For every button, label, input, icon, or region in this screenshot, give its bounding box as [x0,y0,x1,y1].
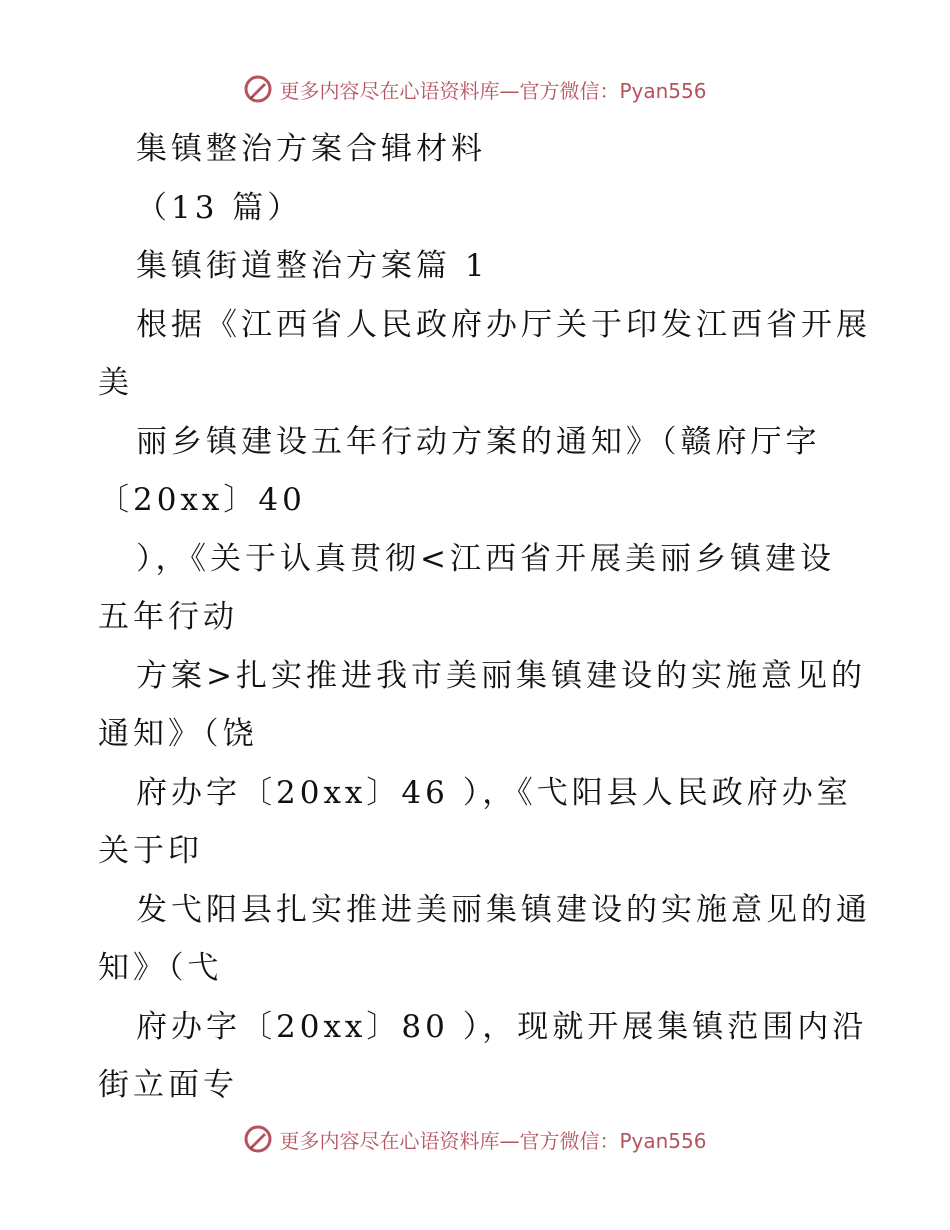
text-line: 五年行动 [98,599,238,635]
text-line: 〔20xx〕40 [98,482,306,518]
text-line: 集镇街道整治方案篇 1 [136,248,489,284]
text-line: 方案>扎实推进我市美丽集镇建设的实施意见的 [136,657,866,694]
text-line: 府办字〔20xx〕46 ），《弋阳县人民政府办室 [136,774,852,811]
text-line: 丽乡镇建设五年行动方案的通知》（赣府厅字 [136,423,821,460]
text-line: ），《关于认真贯彻<江西省开展美丽乡镇建设 [136,540,835,577]
text-line: 根据《江西省人民政府办厅关于印发江西省开展 [136,306,871,343]
text-line: 集镇整治方案合辑材料 [136,131,486,167]
text-line: 美 [98,365,133,401]
text-line: 知》（弋 [98,950,223,986]
text-line: 发弋阳县扎实推进美丽集镇建设的实施意见的通 [136,891,871,928]
footer-watermark [0,1124,950,1154]
text-line: 街立面专 [98,1067,238,1103]
text-line: 关于印 [98,833,203,869]
header-watermark [0,74,950,104]
watermark-text: 更多内容尽在心语资料库—官方微信：Pyan556 [279,78,707,103]
text-line: 府办字〔20xx〕80 ），现就开展集镇范围内沿 [136,1008,868,1045]
document-body [98,120,878,1115]
pen-logo-icon [243,74,273,104]
text-line: 通知》（饶 [98,716,258,752]
pen-logo-icon [243,1124,273,1154]
text-line: （13 篇） [136,189,303,226]
watermark-text: 更多内容尽在心语资料库—官方微信：Pyan556 [279,1128,707,1153]
